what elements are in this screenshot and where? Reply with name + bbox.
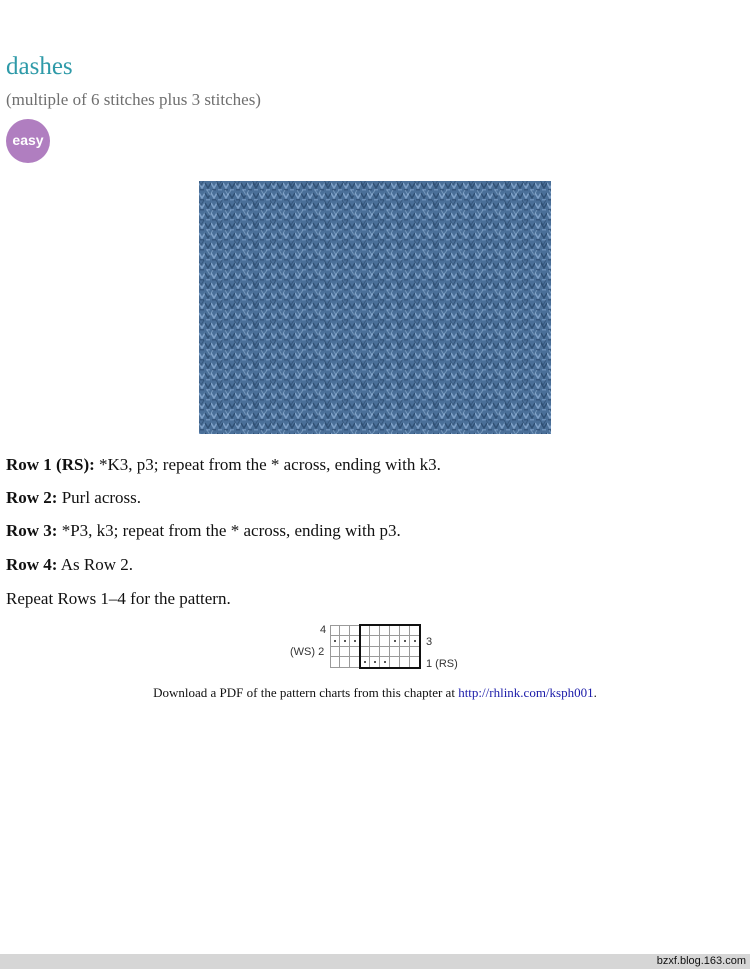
chart-cell: [370, 636, 380, 647]
chart-cell: [330, 657, 340, 668]
chart-cell: [330, 647, 340, 658]
repeat-instruction: Repeat Rows 1–4 for the pattern.: [6, 589, 231, 608]
chart-cell: [330, 636, 340, 647]
row-1-label: Row 1 (RS):: [6, 455, 95, 474]
download-link[interactable]: http://rhlink.com/ksph001: [458, 685, 594, 700]
row-3-instruction: [6, 521, 401, 541]
chart-row-2-label: (WS) 2: [290, 646, 325, 658]
chart-cell: [390, 657, 400, 668]
chart-cell: [410, 636, 420, 647]
row-2-instruction: [6, 488, 141, 508]
row-3-label: Row 3:: [6, 521, 58, 540]
chart-cell: [390, 647, 400, 658]
purl-dot-icon: [354, 640, 356, 642]
purl-dot-icon: [414, 640, 416, 642]
chart-cell: [360, 647, 370, 658]
chart-cell: [370, 657, 380, 668]
purl-dot-icon: [334, 640, 336, 642]
chart-cell: [340, 657, 350, 668]
purl-dot-icon: [404, 640, 406, 642]
chart-cell: [350, 625, 360, 636]
chart-cell: [340, 636, 350, 647]
chart-cell: [410, 657, 420, 668]
footer-watermark: bzxf.blog.163.com: [656, 955, 746, 967]
difficulty-badge: [6, 119, 50, 163]
chart-cell: [370, 647, 380, 658]
download-note: [0, 685, 750, 701]
row-1-instruction: [6, 455, 441, 475]
row-4-label: Row 4:: [6, 555, 58, 574]
chart-cell: [340, 625, 350, 636]
knit-swatch-photo: [199, 181, 551, 434]
chart-cell: [370, 625, 380, 636]
chart-cell: [400, 636, 410, 647]
chart-grid: [330, 625, 420, 668]
purl-dot-icon: [364, 661, 366, 663]
row-2-text: Purl across.: [57, 488, 142, 507]
row-4-instruction: [6, 555, 133, 575]
purl-dot-icon: [394, 640, 396, 642]
chart-cell: [350, 657, 360, 668]
stitch-chart: [288, 620, 468, 672]
chart-cell: [380, 625, 390, 636]
chart-cell: [330, 625, 340, 636]
chart-cell: [380, 657, 390, 668]
download-note-text: Download a PDF of the pattern charts from this chapter at: [153, 685, 459, 700]
chart-cell: [390, 636, 400, 647]
row-3-text: *P3, k3; repeat from the * across, ending with p3.: [57, 521, 401, 540]
chart-cell: [400, 657, 410, 668]
purl-dot-icon: [374, 661, 376, 663]
chart-cell: [380, 636, 390, 647]
chart-cell: [380, 647, 390, 658]
chart-row-1-label: 1 (RS): [426, 658, 458, 670]
chart-row-4-label: 4: [320, 624, 327, 636]
row-4-text: As Row 2.: [57, 555, 134, 574]
download-note-suffix: .: [593, 685, 597, 700]
purl-dot-icon: [384, 661, 386, 663]
chart-cell: [350, 636, 360, 647]
chart-cell: [410, 647, 420, 658]
chart-cell: [400, 647, 410, 658]
difficulty-badge-label: easy: [12, 132, 44, 148]
chart-cell: [410, 625, 420, 636]
stitch-multiple: (multiple of 6 stitches plus 3 stitches): [6, 90, 261, 109]
chart-cell: [400, 625, 410, 636]
chart-cell: [390, 625, 400, 636]
chart-cell: [360, 636, 370, 647]
row-2-label: Row 2:: [6, 488, 58, 507]
footer-bar: [0, 954, 750, 969]
purl-dot-icon: [344, 640, 346, 642]
chart-cell: [360, 625, 370, 636]
pattern-title: dashes: [6, 53, 73, 80]
chart-cell: [360, 657, 370, 668]
row-1-text: *K3, p3; repeat from the * across, ending with k3.: [94, 455, 441, 474]
chart-cell: [350, 647, 360, 658]
chart-cell: [340, 647, 350, 658]
chart-row-3-label: 3: [426, 636, 433, 648]
